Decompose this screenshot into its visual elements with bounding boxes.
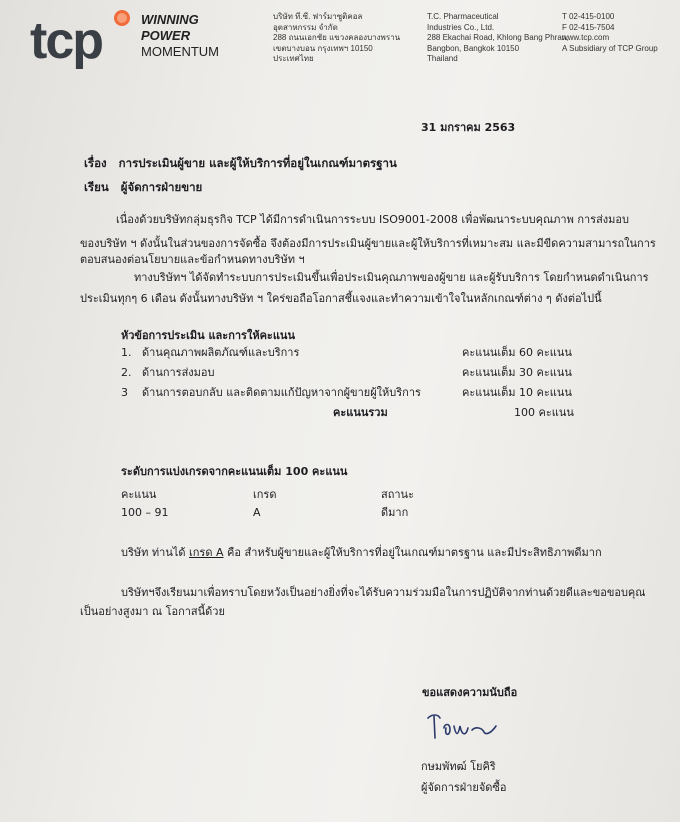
slogan-line: WINNING xyxy=(141,12,199,27)
slogan xyxy=(141,12,219,60)
website: www.tcp.com xyxy=(562,33,610,42)
criteria-no: 3 xyxy=(121,386,128,399)
recipient-line xyxy=(84,179,202,197)
paragraph-line: ทางบริษัทฯ ได้จัดทำระบบการประเมินขึ้นเพื่อประเมินคุณภาพของผู้ขาย และผู้รับบริการ โดยกำหนดดำเนินการ xyxy=(134,271,649,284)
grade-title: ระดับการแบ่งเกรดจากคะแนนเต็ม 100 คะแนน xyxy=(121,465,348,478)
criteria-score: คะแนนเต็ม 10 คะแนน xyxy=(462,386,572,399)
criteria-score: คะแนนเต็ม 60 คะแนน xyxy=(462,346,572,359)
grade-header-score: คะแนน xyxy=(121,488,157,501)
english-address xyxy=(427,12,568,65)
paragraph-line: ของบริษัท ฯ ดังนั้นในส่วนของการจัดซื้อ จึงต้องมีการประเมินผู้ขายและผู้ให้บริการที่เหมาะสม และมีขีดความสามารถในการ xyxy=(80,237,656,250)
grade-note xyxy=(121,546,602,560)
thai-address xyxy=(273,12,400,65)
grade-header-status: สถานะ xyxy=(381,488,414,501)
subject-text: การประเมินผู้ขาย และผู้ให้บริการที่อยู่ในเกณฑ์มาตรฐาน xyxy=(118,156,397,170)
signer-name: กษมพัทฒ์ โยคิริ xyxy=(421,760,496,773)
paragraph-line: ประเมินทุกๆ 6 เดือน ดังนั้นทางบริษัท ฯ ใคร่ขอถือโอกาสชี้แจงและทำความเข้าใจในหลักเกณฑ์ต่าง ๆ ดังต่อไปนี้ xyxy=(80,292,602,305)
address-line: บริษัท ที.ซี. ฟาร์มาซูติคอล xyxy=(273,12,363,21)
address-line: Thailand xyxy=(427,54,458,63)
criteria-title: หัวข้อการประเมิน และการให้คะแนน xyxy=(121,329,295,342)
note-grade: เกรด A xyxy=(189,546,224,559)
criteria-no: 2. xyxy=(121,366,132,379)
address-line: อุตสาหกรรม จำกัด xyxy=(273,22,338,32)
signature xyxy=(422,706,502,746)
phone: T 02-415-0100 xyxy=(562,12,615,21)
paragraph-line: เนื่องด้วยบริษัทกลุ่มธุรกิจ TCP ได้มีการดำเนินการระบบ ISO9001-2008 เพื่อพัฒนาระบบคุณภาพ การส่งมอบ xyxy=(116,213,630,226)
subject-line xyxy=(84,155,397,173)
contact-info xyxy=(562,12,658,54)
address-line: Industries Co., Ltd. xyxy=(427,22,495,32)
signer-title: ผู้จัดการฝ่ายจัดซื้อ xyxy=(421,781,507,794)
regards: ขอแสดงความนับถือ xyxy=(422,686,518,699)
address-line: Bangbon, Bangkok 10150 xyxy=(427,43,520,53)
closing-line: บริษัทฯจึงเรียนมาเพื่อทราบโดยหวังเป็นอย่างยิ่งที่จะได้รับความร่วมมือในการปฏิบัติจากท่านด้วยดีและขอขอบคุณ xyxy=(121,586,646,599)
paragraph-line: ตอบสนองต่อนโยบายและข้อกำหนดทางบริษัท ฯ xyxy=(80,253,305,266)
address-line: ประเทศไทย xyxy=(273,54,314,63)
note-prefix: บริษัท ท่านได้ xyxy=(121,546,190,559)
letter-date: 31 มกราคม 2563 xyxy=(421,121,516,134)
svg-text:tcp: tcp xyxy=(30,12,102,70)
address-line: T.C. Pharmaceutical xyxy=(427,12,499,21)
criteria-score: คะแนนเต็ม 30 คะแนน xyxy=(462,366,572,379)
address-line: เขตบางบอน กรุงเทพฯ 10150 xyxy=(273,43,373,53)
note-suffix: คือ สำหรับผู้ขายและผู้ให้บริการที่อยู่ในเกณฑ์มาตรฐาน และมีประสิทธิภาพดีมาก xyxy=(223,546,602,559)
criteria-no: 1. xyxy=(121,346,132,359)
criteria-label: ด้านการตอบกลับ และติดตามแก้ปัญหาจากผู้ขายผู้ให้บริการ xyxy=(142,386,421,399)
recipient-text: ผู้จัดการฝ่ายขาย xyxy=(120,180,203,194)
closing-line: เป็นอย่างสูงมา ณ โอกาสนี้ด้วย xyxy=(80,605,225,618)
address-line: 288 ถนนเอกชัย แขวงคลองบางพราน xyxy=(273,33,401,42)
fax: F 02-415-7504 xyxy=(562,22,615,32)
slogan-line: POWER xyxy=(141,28,191,43)
group-note: A Subsidiary of TCP Group xyxy=(562,43,658,53)
address-line: 288 Ekachai Road, Khlong Bang Phran, xyxy=(427,33,569,42)
grade-status: ดีมาก xyxy=(381,506,409,519)
grade-score: 100 – 91 xyxy=(121,506,169,519)
criteria-label: ด้านการส่งมอบ xyxy=(142,366,215,379)
criteria-label: ด้านคุณภาพผลิตภัณฑ์และบริการ xyxy=(142,346,300,359)
tcp-logo xyxy=(30,8,134,70)
grade-value: A xyxy=(253,506,261,519)
total-label: คะแนนรวม xyxy=(333,406,388,419)
subject-label: เรื่อง xyxy=(84,156,107,170)
grade-header-grade: เกรด xyxy=(253,488,277,501)
recipient-label: เรียน xyxy=(84,180,109,194)
slogan-line: MOMENTUM xyxy=(141,44,219,59)
total-value: 100 คะแนน xyxy=(514,406,574,419)
